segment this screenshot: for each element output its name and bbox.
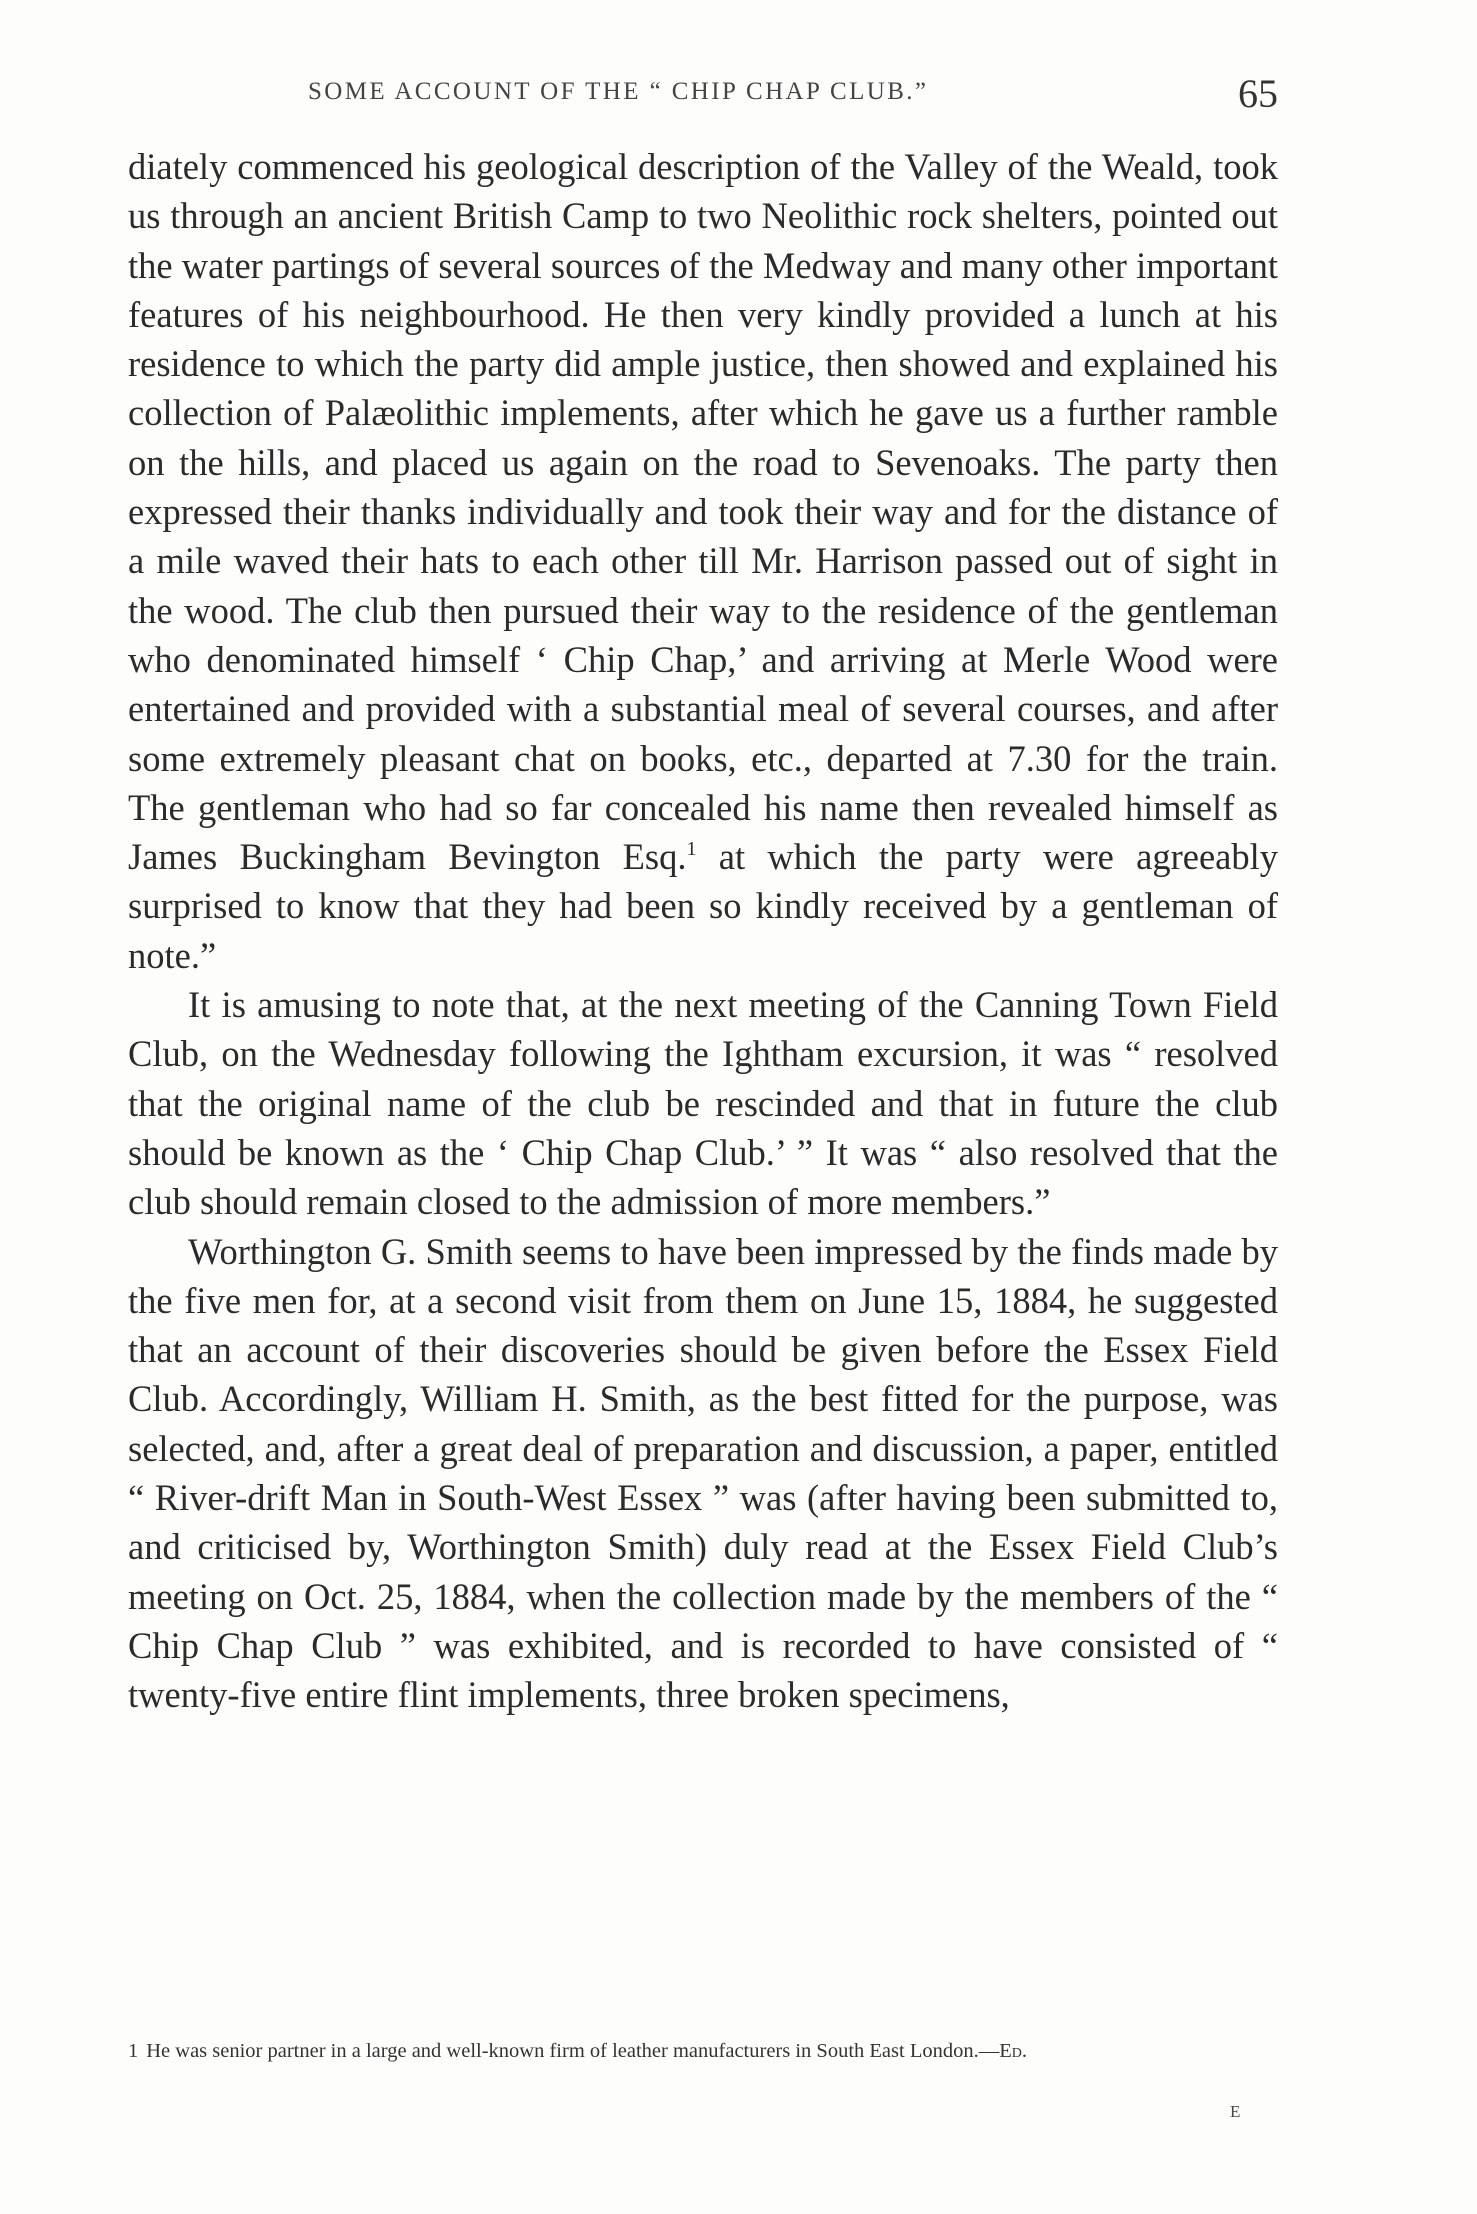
footnote [108, 2040, 1278, 2063]
paragraph-1-text-continued: at which the party were agreeably surprised to know that they had been so kindly received by a gentleman of note.” [128, 836, 1278, 976]
footnote-number: 1 [128, 2040, 139, 2062]
body-text [128, 142, 1278, 1720]
footnote-text: He was senior partner in a large and well-known firm of leather manufacturers in South East London.— [146, 2040, 1000, 2062]
running-head: SOME ACCOUNT OF THE “ CHIP CHAP CLUB.” [308, 78, 929, 105]
editor-mark: Ed. [999, 2040, 1027, 2062]
footnote-reference: 1 [686, 838, 697, 861]
paragraph-1-text: diately commenced his geological description of the Valley of the Weald, took us through an ancient British Camp to two Neolithic rock shelters, pointed out the water partings of several sources of the Medway and many other important features of his neighbourhood. He then very kindly provided a lunch at his residence to which the party did ample justice, then showed and explained his collection of Palæolithic implements, after which he gave us a further ramble on the hills, and placed us again on the road to Sevenoaks. The party then expressed their thanks individually and took their way and for the distance of a mile waved their hats to each other till Mr. Harrison passed out of sight in the wood. The club then pursued their way to the residence of the gentleman who denominated himself ‘ Chip Chap,’ and arriving at Merle Wood were entertained and provided with a substantial meal of several courses, and after some extremely pleasant chat on books, etc., departed at 7.30 for the train. The gentleman who had so far concealed his name then revealed himself as James Buckingham Bevington Esq. [128, 146, 1278, 878]
paragraph-3: Worthington G. Smith seems to have been impressed by the finds made by the five men for, at a second visit from them on June 15, 1884, he suggested that an account of their discoveries should be given before the Essex Field Club. Accordingly, William H. Smith, as the best fitted for the purpose, was selected, and, after a great deal of preparation and discussion, a paper, entitled “ River-drift Man in South-West Essex ” was (after having been submitted to, and criticised by, Worthington Smith) duly read at the Essex Field Club’s meeting on Oct. 25, 1884, when the collection made by the members of the “ Chip Chap Club ” was exhibited, and is recorded to have consisted of “ twenty-five entire flint implements, three broken specimens, [128, 1230, 1278, 1716]
page-header [128, 70, 1278, 118]
paragraph-2: It is amusing to note that, at the next meeting of the Canning Town Field Club, on the Wednesday following the Ightham excursion, it was “ resolved that the original name of the club be rescinded and that in future the club should be known as the ‘ Chip Chap Club.’ ” It was “ also resolved that the club should remain closed to the admission of more members.” [128, 984, 1278, 1223]
page-number: 65 [1238, 71, 1278, 116]
paragraph-1 [128, 142, 1278, 980]
signature-mark: E [1230, 2102, 1241, 2121]
